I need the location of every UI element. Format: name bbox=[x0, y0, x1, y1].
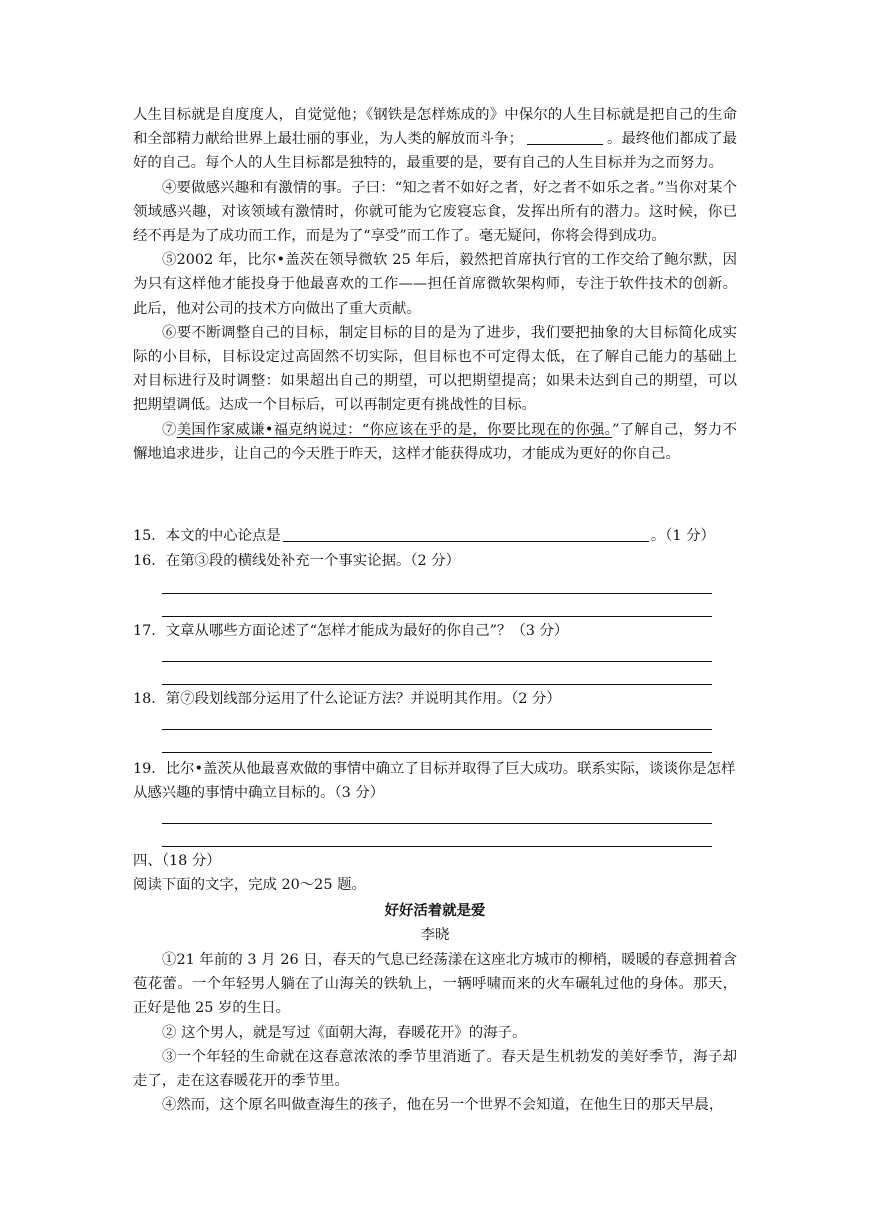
question-17 bbox=[133, 619, 737, 643]
section-4-header bbox=[133, 849, 737, 897]
question-19 bbox=[133, 757, 737, 805]
question-15-score: 。（1 分） bbox=[650, 528, 715, 544]
paragraph-6: ⑥要不断调整自己的目标，制定目标的目的是为了进步，我们要把抽象的大目标简化成实际的小目标，目标设定过高固然不切实际，但目标也不可定得太低，在了解自己能力的基础上对目标进行及时调整：如果超出自己的期望，可以把期望提高；如果未达到自己的期望，可以把期望调低。达成一个目标后，可以再制定更有挑战性的目标。 bbox=[133, 324, 737, 414]
paragraph-5: ⑤2002 年，比尔•盖茨在领导微软 25 年后，毅然把首席执行官的工作交给了鲍尔默，因为只有这样他才能投身于他最喜欢的工作——担任首席微软架构师，专注于软件技术的创新。此后，他对公司的技术方向做出了重大贡献。 bbox=[133, 252, 737, 317]
question-18 bbox=[133, 687, 737, 711]
answer-line[interactable] bbox=[162, 661, 712, 662]
answer-line[interactable] bbox=[162, 846, 712, 847]
answer-line[interactable] bbox=[162, 752, 712, 753]
answer-line[interactable] bbox=[162, 593, 712, 594]
article-author: 李晓 bbox=[420, 927, 450, 943]
section-heading: 四、（18 分） bbox=[133, 853, 221, 869]
question-16-text: 16．在第③段的横线处补充一个事实论据。（2 分） bbox=[133, 553, 461, 569]
answer-blank-15[interactable] bbox=[283, 527, 649, 542]
paragraph-4: ④要做感兴趣和有激情的事。子曰：“知之者不如好之者，好之者不如乐之者。”当你对某个领域感兴趣，对该领域有激情时，你就可能为它废寝忘食，发挥出所有的潜力。这时候，你已经不再是为了成功而工作，而是为了“享受”而工作了。毫无疑问，你将会得到成功。 bbox=[133, 179, 737, 245]
question-15-text: 15．本文的中心论点是 bbox=[133, 528, 281, 544]
paragraph-3-text-a: 人生目标就是自度度人，自觉觉他；《钢铁是怎样炼成的》中保尔的人生目标就是把自己的生命和全部精力献给世界上最壮丽的事业，为人类的解放而斗争； bbox=[133, 107, 737, 148]
paragraph-3-tail bbox=[133, 103, 737, 176]
answer-line[interactable] bbox=[162, 616, 712, 617]
question-17-text: 17．文章从哪些方面论述了“怎样才能成为最好的你自己”？（3 分） bbox=[133, 623, 569, 639]
question-16 bbox=[133, 549, 737, 573]
article-paragraph-3: ③一个年轻的生命就在这春意浓浓的季节里消逝了。春天是生机勃发的美好季节，海子却走了，走在这春暖花开的季节里。 bbox=[133, 1048, 737, 1090]
essay-body bbox=[133, 103, 737, 466]
paragraph-7-number: ⑦ bbox=[162, 421, 177, 438]
question-19-text: 19．比尔•盖茨从他最喜欢做的事情中确立了目标并取得了巨大成功。联系实际，谈谈你是怎样从感兴趣的事情中确立目标的。（3 分） bbox=[133, 761, 736, 801]
article-paragraph-4: ④然而，这个原名叫做查海生的孩子，他在另一个世界不会知道，在他生日的那天早晨， bbox=[162, 1097, 724, 1114]
section-instruction: 阅读下面的文字，完成 20～25 题。 bbox=[133, 877, 366, 893]
answer-line[interactable] bbox=[162, 823, 712, 824]
question-18-text: 18．第⑦段划线部分运用了什么论证方法？并说明其作用。（2 分） bbox=[133, 691, 561, 707]
answer-line[interactable] bbox=[162, 729, 712, 730]
answer-line[interactable] bbox=[162, 684, 712, 685]
paragraph-3-text-b: 。最终他们都成了最好的自己。每个人的人生目标都是独特的，最重要的是，要有自己的人生目标并为之而努力。 bbox=[133, 131, 737, 172]
underlined-quote: 美国作家威谦•福克纳说过：“你应该在乎的是，你要比现在的你强。 bbox=[176, 421, 613, 438]
article-title: 好好活着就是爱 bbox=[384, 902, 486, 919]
article-body bbox=[133, 948, 737, 1117]
article-paragraph-1: ①21 年前的 3 月 26 日，春天的气息已经荡漾在这座北方城市的柳梢，暖暖的春意拥着含苞花蕾。一个年轻男人躺在了山海关的铁轨上，一辆呼啸而来的火车碾轧过他的身体。那天，正好是他 25 岁的生日。 bbox=[133, 952, 737, 1017]
paragraph-7 bbox=[133, 418, 737, 466]
question-15 bbox=[133, 524, 737, 548]
article-paragraph-2: ② 这个男人，就是写过《面朝大海，春暖花开》的海子。 bbox=[162, 1024, 527, 1041]
paragraph-7-rest: ”了解自己，努力不懈地追求进步，让自己的今天胜于昨天，这样才能获得成功，才能成为更好的你自己。 bbox=[133, 421, 737, 462]
fill-in-blank[interactable] bbox=[527, 130, 603, 145]
